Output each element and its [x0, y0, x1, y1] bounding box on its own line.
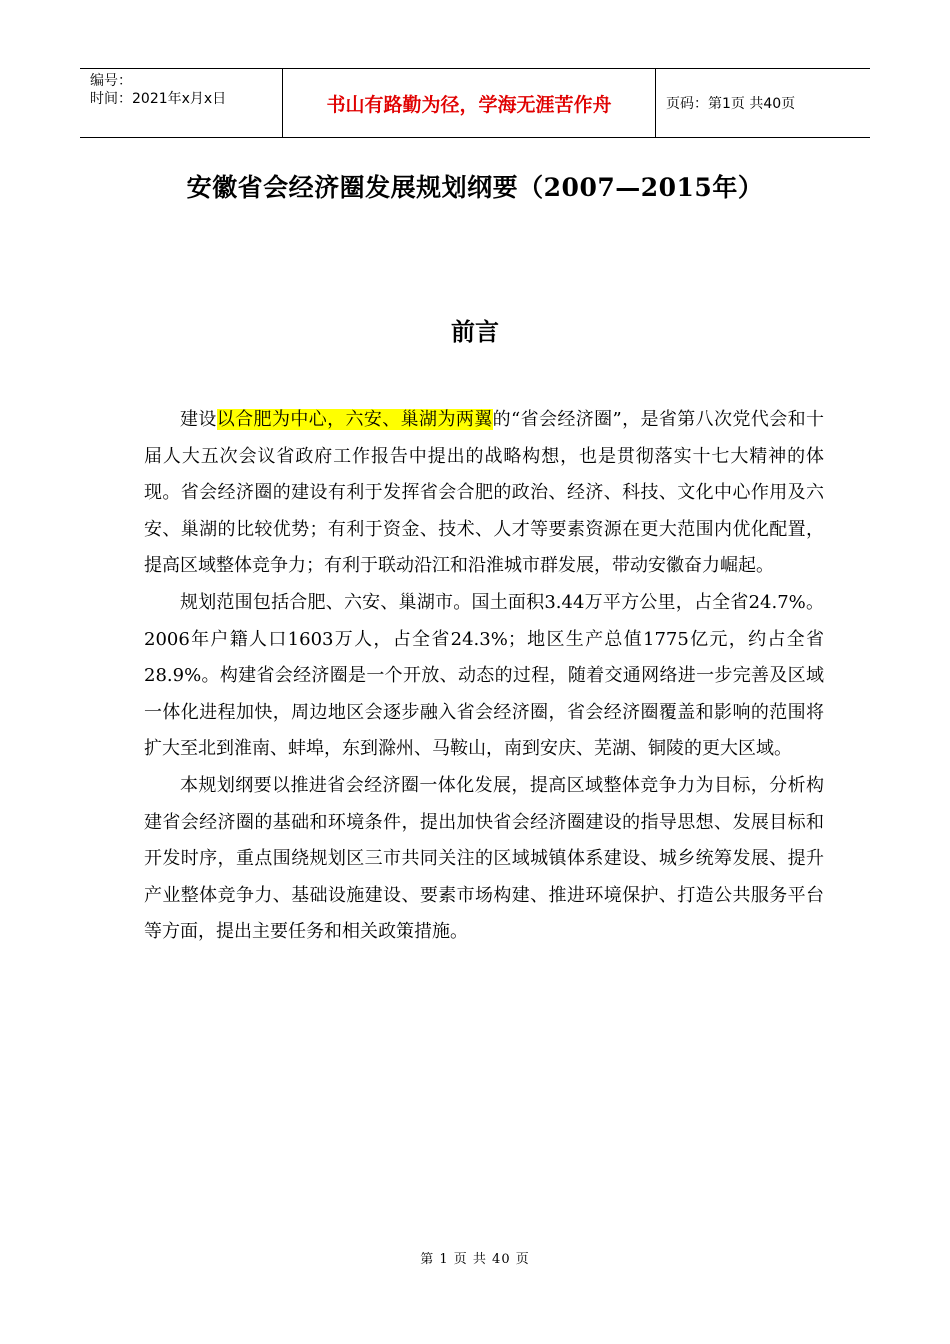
- page-footer: 第 1 页 共 40 页: [420, 1252, 530, 1267]
- p1-text-before: 建设: [180, 409, 217, 430]
- header-page-info: 页码：第1页 共40页: [666, 96, 796, 112]
- highlighted-text: 以合肥为中心，六安、巢湖为两翼: [216, 409, 493, 430]
- document-body: [144, 402, 824, 951]
- time-label: 时间：2021年x月x日: [90, 91, 227, 107]
- header-meta: [80, 69, 282, 137]
- number-label: 编号：: [90, 73, 132, 89]
- document-header: [80, 68, 870, 138]
- paragraph-2: 规划范围包括合肥、六安、巢湖市。国土面积3.44万平方公里，占全省24.7%。2006年户籍人口1603万人，占全省24.3%；地区生产总值1775亿元，约占全省28.9%。构建省会经济圈是一个开放、动态的过程，随着交通网络进一步完善及区域一体化进程加快，周边地区会逐步融入省会经济圈，省会经济圈覆盖和影响的范围将扩大至北到淮南、蚌埠，东到滁州、马鞍山，南到安庆、芜湖、铜陵的更大区域。: [144, 591, 824, 760]
- section-title: 前言: [451, 317, 499, 346]
- p1-text-after: 的“省会经济圈”，是省第八次党代会和十届人大五次会议省政府工作报告中提出的战略构想，也是贯彻落实十七大精神的体现。省会经济圈的建设有利于发挥省会合肥的政治、经济、科技、文化中心作用及六安、巢湖的比较优势；有利于资金、技术、人才等要素资源在更大范围内优化配置，提高区域整体竞争力；有利于联动沿江和沿淮城市群发展，带动安徽奋力崛起。: [144, 409, 825, 577]
- paragraph-3: 本规划纲要以推进省会经济圈一体化发展，提高区域整体竞争力为目标，分析构建省会经济圈的基础和环境条件，提出加快省会经济圈建设的指导思想、发展目标和开发时序，重点围绕规划区三市共同关注的区域城镇体系建设、城乡统筹发展、提升产业整体竞争力、基础设施建设、要素市场构建、推进环境保护、打造公共服务平台等方面，提出主要任务和相关政策措施。: [144, 774, 824, 943]
- header-motto: 书山有路勤为径，学海无涯苦作舟: [282, 69, 656, 137]
- document-title: 安徽省会经济圈发展规划纲要（2007—2015年）: [186, 173, 764, 202]
- paragraph-1: [144, 402, 824, 585]
